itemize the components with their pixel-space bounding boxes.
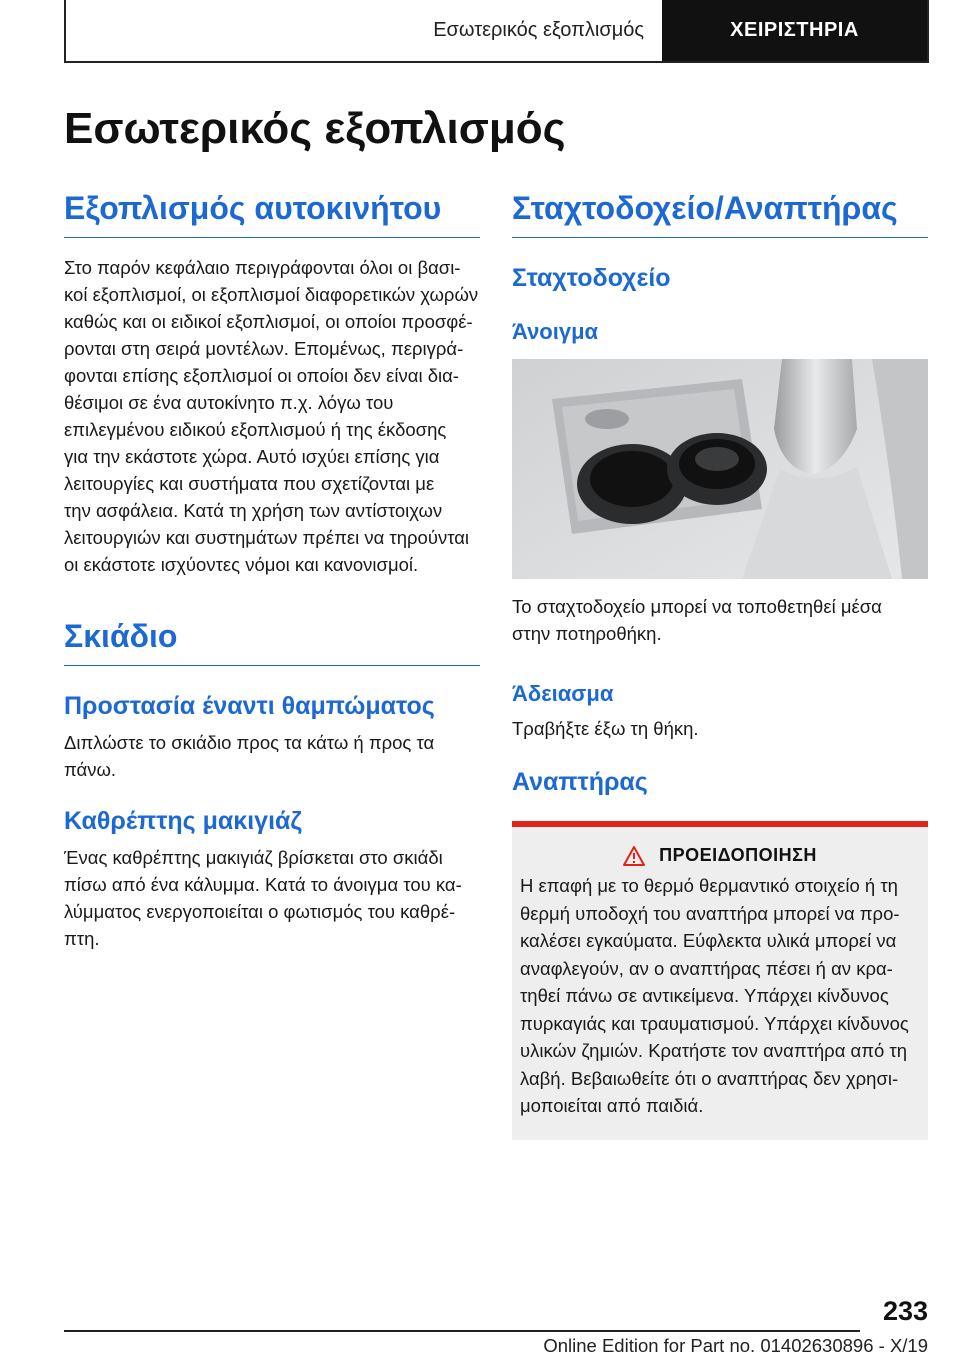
text-line: επιλεγμένου ειδικού εξοπλισμού ή της έκδοσης [64,419,447,440]
heading-lighter: Αναπτήρας [512,768,648,796]
heading-emptying: Άδειασμα [512,681,614,706]
text-line: για την εκάστοτε χώρα. Αυτό ισχύει επίσης για [64,446,440,467]
text-line: Στο παρόν κεφάλαιο περιγράφονται όλοι οι βασι‐ [64,257,461,278]
text-line: ρονται στη σειρά μοντέλων. Επομένως, περιγρά‐ [64,338,464,359]
left-column [64,190,480,952]
cupholder-ashtray-photo [512,359,928,579]
warning-box [512,821,928,1140]
text-line: υλικών ζημιών. Κρατήστε τον αναπτήρα από τη [520,1040,908,1061]
text-line: κοί εξοπλισμοί, οι εξοπλισμοί διαφορετικών χωρών [64,284,479,305]
text-line: την ασφάλεια. Κατά τη χρήση των αντίστοιχων [64,500,443,521]
text-line: λειτουργιών και συστημάτων πρέπει να τηρούνται [64,527,470,548]
text-line: οι εκάστοτε ισχύοντες νόμοι και κανονισμοί. [64,554,419,575]
text-line: θέσιμοι σε ένα αυτοκίνητο π.χ. λόγω του [64,392,394,413]
text-line: Ένας καθρέπτης μακιγιάζ βρίσκεται στο σκιάδι [64,847,443,868]
text-line: Το σταχτοδοχείο μπορεί να τοποθετηθεί μέσα [512,596,882,617]
heading-glare-protection: Προστασία έναντι θαμπώματος [64,692,435,720]
text-line: λύμματος ενεργοποιείται ο φωτισμός του καθρέ‐ [64,901,456,922]
text-line: μοποιείται από παιδιά. [520,1095,704,1116]
photo-caption [512,593,928,647]
text-line: θερμή υποδοχή του αναπτήρα μπορεί να προ‐ [520,902,900,924]
heading-sun-visor: Σκιάδιο [64,618,480,666]
text-line: φονται επίσης εξοπλισμοί οι οποίοι δεν είναι δια‐ [64,365,459,386]
heading-opening: Άνοιγμα [512,319,599,344]
mirror-paragraph [64,844,480,952]
text-line: Διπλώστε το σκιάδιο προς τα κάτω ή προς τα [64,732,435,753]
warning-header [520,845,920,866]
page-header [64,0,929,63]
header-section-title: Εσωτερικός εξοπλισμός [433,19,644,41]
footer-divider [64,1330,860,1332]
page-title: Εσωτερικός εξοπλισμός [64,104,566,153]
heading-ashtray-lighter: Σταχτοδοχείο/Αναπτήρας [512,190,928,238]
glare-paragraph [64,729,480,783]
heading-ashtray: Σταχτοδοχείο [512,264,671,292]
text-line: λειτουργίες και συστήματα που σχετίζονται με [64,473,435,494]
warning-triangle-icon [623,846,645,866]
right-column [512,190,928,1140]
text-line: πτη. [64,928,100,949]
heading-vehicle-equipment: Εξοπλισμός αυτοκινήτου [64,190,480,238]
header-chapter-tab: ΧΕΙΡΙΣΤΗΡΙΑ [662,0,927,61]
page-number: 233 [882,1296,928,1326]
text-line: πάνω. [64,759,117,780]
emptying-text: Τραβήξτε έξω τη θήκη. [512,718,699,739]
equipment-paragraph [64,254,480,578]
text-line: Η επαφή με το θερμό θερμαντικό στοιχείο ή τη [520,875,898,896]
warning-label: ΠΡΟΕΙΔΟΠΟΙΗΣΗ [659,845,817,865]
text-line: καλέσει εγκαύματα. Εύφλεκτα υλικά μπορεί να [520,930,897,951]
text-line: τηθεί πάνω σε αντικείμενα. Υπάρχει κίνδυνος [520,985,889,1006]
text-line: λαβή. Βεβαιωθείτε ότι ο αναπτήρας δεν χρησι‐ [520,1067,899,1089]
heading-vanity-mirror: Καθρέπτης μακιγιάζ [64,807,302,835]
text-line: πίσω από ένα κάλυμμα. Κατά το άνοιγμα του κα‐ [64,874,462,895]
text-line: στην ποτηροθήκη. [512,623,662,644]
text-line: αναφλεγούν, αν ο αναπτήρας πέσει ή αν κρα‐ [520,957,893,979]
edition-note: Online Edition for Part no. 01402630896 - X/19 [543,1335,928,1356]
text-line: καθώς και οι ειδικοί εξοπλισμοί, οι οποίοι προσφέ‐ [64,311,473,332]
text-line: πυρκαγιάς και τραυματισμού. Υπάρχει κίνδυνος [520,1012,909,1034]
